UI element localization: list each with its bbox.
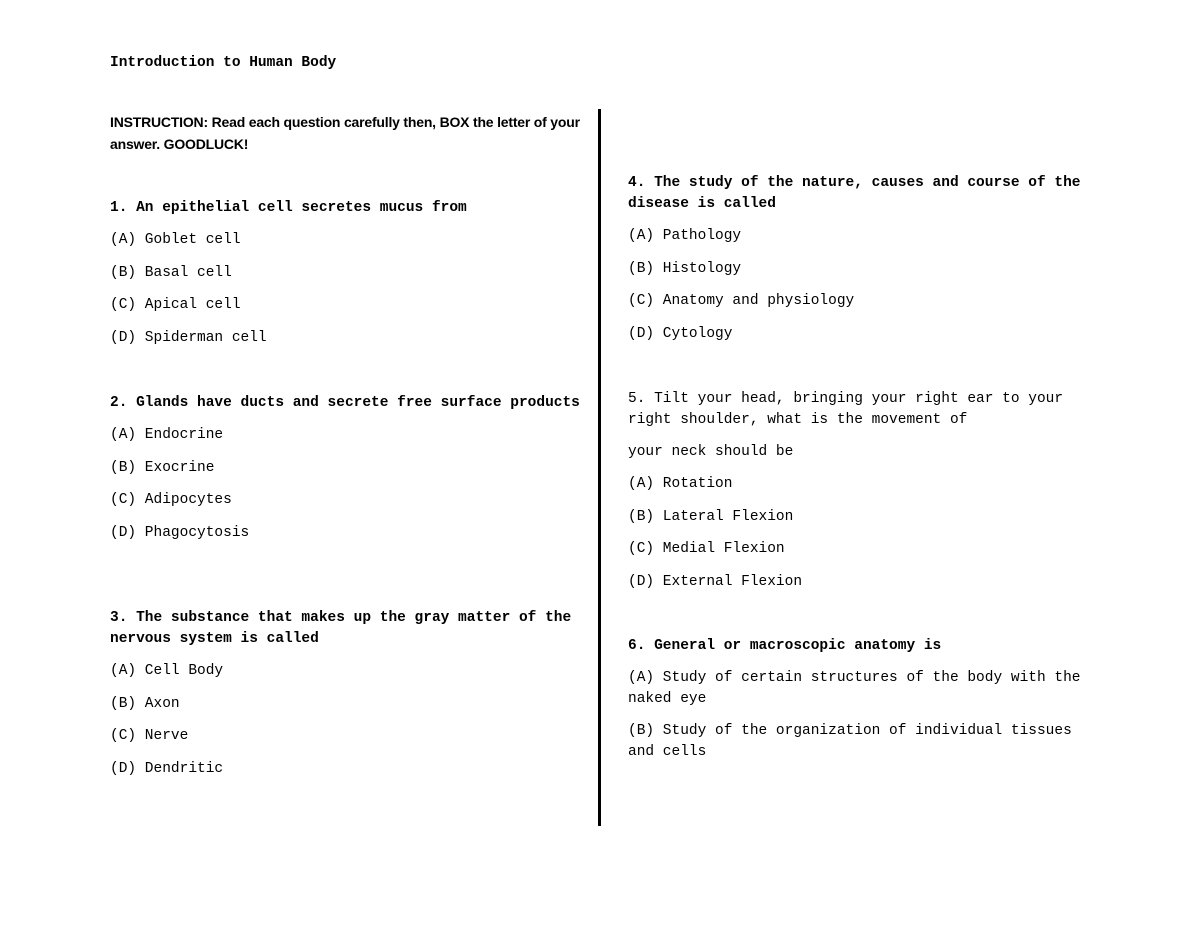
question-5	[628, 389, 1090, 605]
question-5-options	[628, 474, 1090, 593]
question-4-stem: 4. The study of the nature, causes and course of the disease is called	[628, 175, 1090, 212]
question-6-options	[628, 668, 1090, 763]
question-3-option-b[interactable]: (B) Axon	[110, 695, 180, 712]
question-4-options	[628, 226, 1090, 345]
question-1-option-b[interactable]: (B) Basal cell	[110, 264, 232, 281]
question-6-option-b[interactable]: (B) Study of the organization of individual tissues and cells	[628, 723, 1081, 760]
question-6	[628, 636, 1090, 774]
question-2-options	[110, 425, 580, 544]
question-4	[628, 173, 1090, 357]
question-2-option-c[interactable]: (C) Adipocytes	[110, 492, 232, 509]
column-divider	[598, 109, 601, 826]
question-6-option-a[interactable]: (A) Study of certain structures of the body with the naked eye	[628, 670, 1090, 707]
question-5-option-a[interactable]: (A) Rotation	[628, 476, 733, 492]
page-title: Introduction to Human Body	[110, 55, 337, 71]
question-4-option-b[interactable]: (B) Histology	[628, 260, 742, 277]
question-3-stem: 3. The substance that makes up the gray matter of the nervous system is called	[110, 610, 580, 647]
question-2-stem: 2. Glands have ducts and secrete free surface products	[110, 395, 580, 411]
question-2-option-a[interactable]: (A) Endocrine	[110, 427, 224, 443]
question-5-stem: 5. Tilt your head, bringing your right ear to your right shoulder, what is the movement of	[628, 391, 1072, 428]
question-3-options	[110, 661, 580, 780]
question-3-option-c[interactable]: (C) Nerve	[110, 728, 189, 745]
question-5-option-d[interactable]: (D) External Flexion	[628, 574, 803, 591]
question-1-option-a[interactable]: (A) Goblet cell	[110, 232, 241, 248]
question-4-option-a[interactable]: (A) Pathology	[628, 228, 742, 244]
question-5-stem-continued: your neck should be	[628, 444, 794, 460]
question-3	[110, 608, 580, 792]
question-2	[110, 393, 580, 556]
question-1-option-c[interactable]: (C) Apical cell	[110, 297, 241, 314]
question-5-option-c[interactable]: (C) Medial Flexion	[628, 541, 785, 558]
question-1	[110, 198, 580, 361]
question-1-options	[110, 230, 580, 349]
question-1-option-d[interactable]: (D) Spiderman cell	[110, 330, 267, 347]
question-2-option-d[interactable]: (D) Phagocytosis	[110, 525, 250, 542]
question-6-stem: 6. General or macroscopic anatomy is	[628, 638, 942, 654]
question-3-option-a[interactable]: (A) Cell Body	[110, 663, 224, 679]
question-4-option-d[interactable]: (D) Cytology	[628, 326, 733, 343]
question-3-option-d[interactable]: (D) Dendritic	[110, 761, 224, 778]
question-4-option-c[interactable]: (C) Anatomy and physiology	[628, 293, 855, 310]
instruction-text: INSTRUCTION: Read each question carefully then, BOX the letter of your answer. GOODLUCK!	[110, 114, 580, 152]
question-2-option-b[interactable]: (B) Exocrine	[110, 459, 215, 476]
question-5-option-b[interactable]: (B) Lateral Flexion	[628, 508, 794, 525]
question-1-stem: 1. An epithelial cell secretes mucus from	[110, 200, 467, 216]
